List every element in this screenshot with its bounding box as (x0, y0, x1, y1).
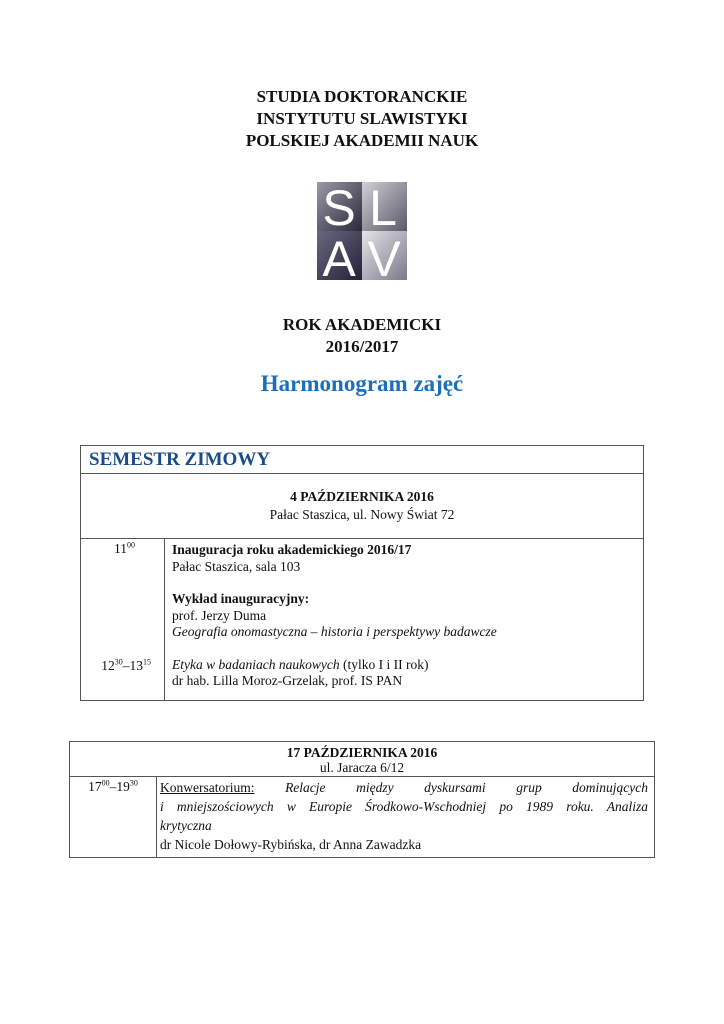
course-line-1 (160, 778, 648, 797)
semester-heading: SEMESTR ZIMOWY (81, 446, 644, 474)
day-place: Pałac Staszica, ul. Nowy Świat 72 (269, 507, 455, 522)
course-line (172, 657, 637, 674)
event-title: Inauguracja roku akademickiego 2016/17 (172, 542, 412, 557)
academic-year (0, 314, 724, 358)
course-teachers: dr Nicole Dołowy-Rybińska, dr Anna Zawadzka (160, 837, 422, 852)
logo-letter-v: V (367, 231, 401, 280)
slav-logo (317, 182, 407, 280)
header-line-3: POLSKIEJ AKADEMII NAUK (245, 131, 479, 150)
logo-letter-a: A (322, 231, 356, 280)
course-title-1: Relacje między dyskursami grup dominujących (285, 780, 649, 795)
event-place: Pałac Staszica, sala 103 (172, 558, 301, 574)
day-header (81, 474, 644, 539)
page-title: Harmonogram zajęć (260, 371, 464, 396)
time-slot-2: $12^{30}-13^{15}$ (101, 657, 151, 673)
time-column (81, 539, 165, 701)
day-date: 4 PAŹDZIERNIKA 2016 (290, 489, 434, 504)
lecturer: prof. Jerzy Duma (172, 607, 267, 623)
time-column: $17^{00}-19^{30}$ (70, 777, 157, 858)
header-line-1: STUDIA DOKTORANCKIE (256, 87, 468, 106)
course-title-2: i mniejszościowych w Europie Środkowo-Wschodniej po 1989 roku. Analiza (160, 799, 648, 814)
day-date: 17 PAŹDZIERNIKA 2016 (286, 745, 438, 760)
day-header (70, 742, 655, 777)
header-line-2: INSTYTUTU SLAWISTYKI (256, 109, 468, 128)
course-note: (tylko I i II rok) (339, 656, 429, 672)
course-teacher: dr hab. Lilla Moroz-Grzelak, prof. IS PAN (172, 673, 403, 688)
lecture-label: Wykład inauguracyjny: (172, 591, 310, 606)
institution-header (0, 86, 724, 152)
logo-letter-s: S (322, 182, 356, 236)
day-place: ul. Jaracza 6/12 (319, 760, 405, 775)
lecture-title: Geografia onomastyczna – historia i perspektywy badawcze (172, 624, 497, 639)
schedule-content (165, 539, 644, 701)
time-slot-1: $11^{00}$ (114, 540, 135, 556)
logo-letter-l: L (369, 182, 397, 236)
day-table (69, 741, 655, 858)
academic-year-label: ROK AKADEMICKI (282, 315, 442, 334)
course-title: Etyka w badaniach naukowych (172, 656, 340, 672)
academic-year-value: 2016/2017 (325, 337, 399, 356)
course-title-3: krytyczna (160, 818, 212, 833)
course-type: Konwersatorium: (160, 780, 255, 795)
schedule-content (157, 777, 655, 858)
semester-table (80, 445, 644, 701)
